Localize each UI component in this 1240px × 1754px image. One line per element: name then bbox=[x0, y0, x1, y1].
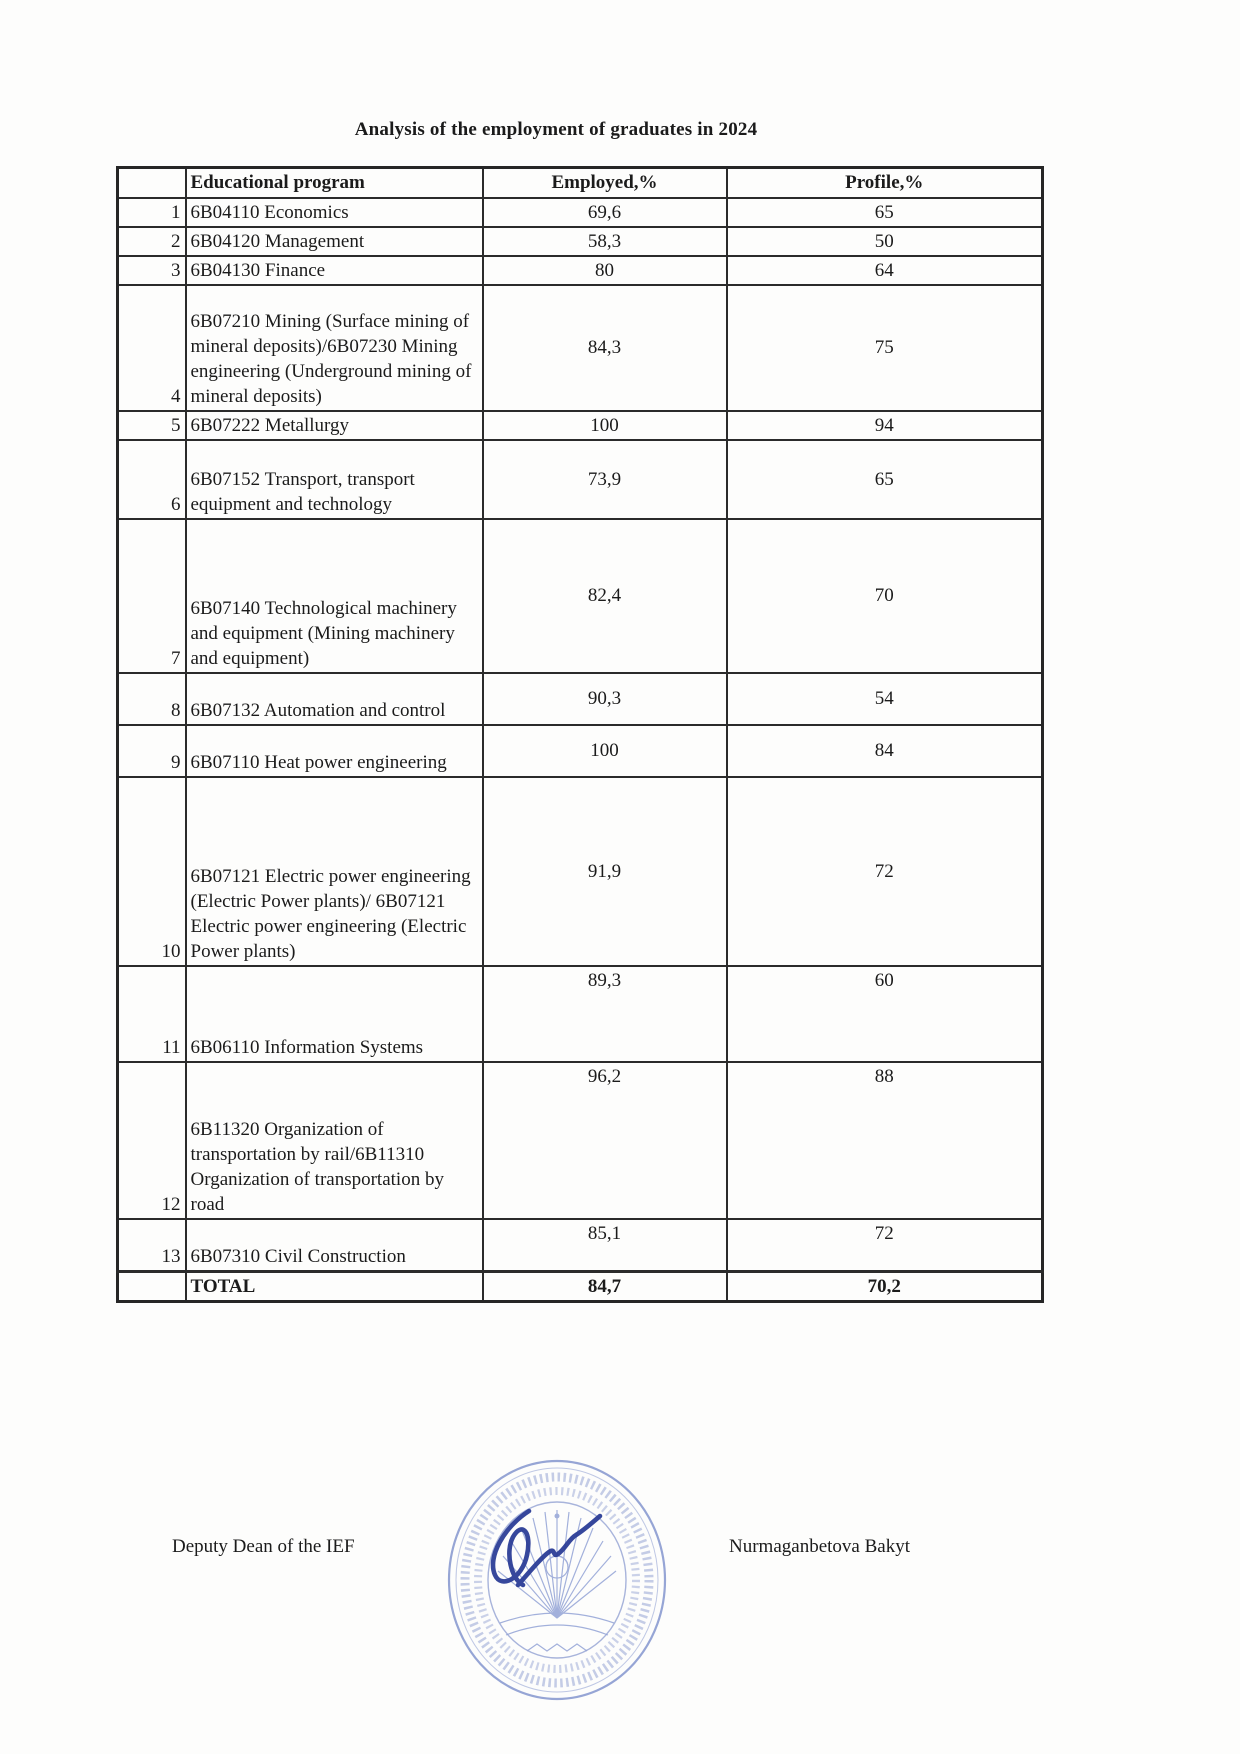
program-cell: 6B07140 Technological machinery and equipment (Mining machinery and equipment) bbox=[186, 519, 483, 673]
row-number: 7 bbox=[118, 519, 186, 673]
profile-cell: 88 bbox=[727, 1062, 1043, 1219]
total-employed-cell: 84,7 bbox=[483, 1272, 727, 1302]
profile-cell: 64 bbox=[727, 256, 1043, 285]
profile-cell: 72 bbox=[727, 1219, 1043, 1272]
table-row bbox=[118, 411, 1043, 440]
program-cell: 6B04120 Management bbox=[186, 227, 483, 256]
row-number: 5 bbox=[118, 411, 186, 440]
profile-cell: 60 bbox=[727, 966, 1043, 1062]
total-label-cell: TOTAL bbox=[186, 1272, 483, 1302]
profile-cell: 54 bbox=[727, 673, 1043, 725]
table-row bbox=[118, 1062, 1043, 1219]
profile-cell: 75 bbox=[727, 285, 1043, 411]
employed-cell: 90,3 bbox=[483, 673, 727, 725]
row-number: 8 bbox=[118, 673, 186, 725]
header-program-cell: Educational program bbox=[186, 168, 483, 198]
profile-cell: 94 bbox=[727, 411, 1043, 440]
program-cell: 6B07110 Heat power engineering bbox=[186, 725, 483, 777]
program-cell: 6B07310 Civil Construction bbox=[186, 1219, 483, 1272]
table-row bbox=[118, 1219, 1043, 1272]
profile-cell: 72 bbox=[727, 777, 1043, 966]
profile-cell: 50 bbox=[727, 227, 1043, 256]
university-seal-stamp-icon bbox=[432, 1455, 682, 1705]
table-row bbox=[118, 519, 1043, 673]
table-row bbox=[118, 673, 1043, 725]
employed-cell: 85,1 bbox=[483, 1219, 727, 1272]
table-row bbox=[118, 440, 1043, 519]
total-row bbox=[118, 1272, 1043, 1302]
table-row bbox=[118, 198, 1043, 227]
header-employed-cell: Employed,% bbox=[483, 168, 727, 198]
employed-cell: 100 bbox=[483, 411, 727, 440]
header-profile-cell: Profile,% bbox=[727, 168, 1043, 198]
employed-cell: 96,2 bbox=[483, 1062, 727, 1219]
program-cell: 6B06110 Information Systems bbox=[186, 966, 483, 1062]
table-row bbox=[118, 966, 1043, 1062]
program-cell: 6B07210 Mining (Surface mining of mineral deposits)/6B07230 Mining engineering (Underground mining of mineral deposits) bbox=[186, 285, 483, 411]
employed-cell: 82,4 bbox=[483, 519, 727, 673]
table-row bbox=[118, 285, 1043, 411]
program-cell: 6B04130 Finance bbox=[186, 256, 483, 285]
employed-cell: 73,9 bbox=[483, 440, 727, 519]
row-number: 6 bbox=[118, 440, 186, 519]
table-row bbox=[118, 256, 1043, 285]
row-number: 4 bbox=[118, 285, 186, 411]
table-row bbox=[118, 227, 1043, 256]
employed-cell: 80 bbox=[483, 256, 727, 285]
employed-cell: 58,3 bbox=[483, 227, 727, 256]
program-cell: 6B11320 Organization of transportation by rail/6B11310 Organization of transportation by road bbox=[186, 1062, 483, 1219]
document-title: Analysis of the employment of graduates in 2024 bbox=[354, 119, 758, 140]
profile-cell: 70 bbox=[727, 519, 1043, 673]
program-cell: 6B07222 Metallurgy bbox=[186, 411, 483, 440]
profile-cell: 65 bbox=[727, 198, 1043, 227]
row-number: 3 bbox=[118, 256, 186, 285]
program-cell: 6B07121 Electric power engineering (Electric Power plants)/ 6B07121 Electric power engineering (Electric Power plants) bbox=[186, 777, 483, 966]
row-number: 1 bbox=[118, 198, 186, 227]
row-number: 13 bbox=[118, 1219, 186, 1272]
row-number: 10 bbox=[118, 777, 186, 966]
header-number-cell bbox=[118, 168, 186, 198]
row-number: 12 bbox=[118, 1062, 186, 1219]
employed-cell: 69,6 bbox=[483, 198, 727, 227]
employed-cell: 89,3 bbox=[483, 966, 727, 1062]
program-cell: 6B07152 Transport, transport equipment and technology bbox=[186, 440, 483, 519]
total-profile-cell: 70,2 bbox=[727, 1272, 1043, 1302]
program-cell: 6B07132 Automation and control bbox=[186, 673, 483, 725]
employed-cell: 91,9 bbox=[483, 777, 727, 966]
signatory-name: Nurmaganbetova Bakyt bbox=[729, 1536, 910, 1557]
table-row bbox=[118, 777, 1043, 966]
row-number: 11 bbox=[118, 966, 186, 1062]
table-row bbox=[118, 725, 1043, 777]
employment-table bbox=[116, 166, 1044, 1303]
table-header-row bbox=[118, 168, 1043, 198]
profile-cell: 65 bbox=[727, 440, 1043, 519]
total-number-cell bbox=[118, 1272, 186, 1302]
row-number: 9 bbox=[118, 725, 186, 777]
employed-cell: 84,3 bbox=[483, 285, 727, 411]
row-number: 2 bbox=[118, 227, 186, 256]
profile-cell: 84 bbox=[727, 725, 1043, 777]
program-cell: 6B04110 Economics bbox=[186, 198, 483, 227]
employed-cell: 100 bbox=[483, 725, 727, 777]
signatory-position: Deputy Dean of the IEF bbox=[172, 1536, 355, 1557]
